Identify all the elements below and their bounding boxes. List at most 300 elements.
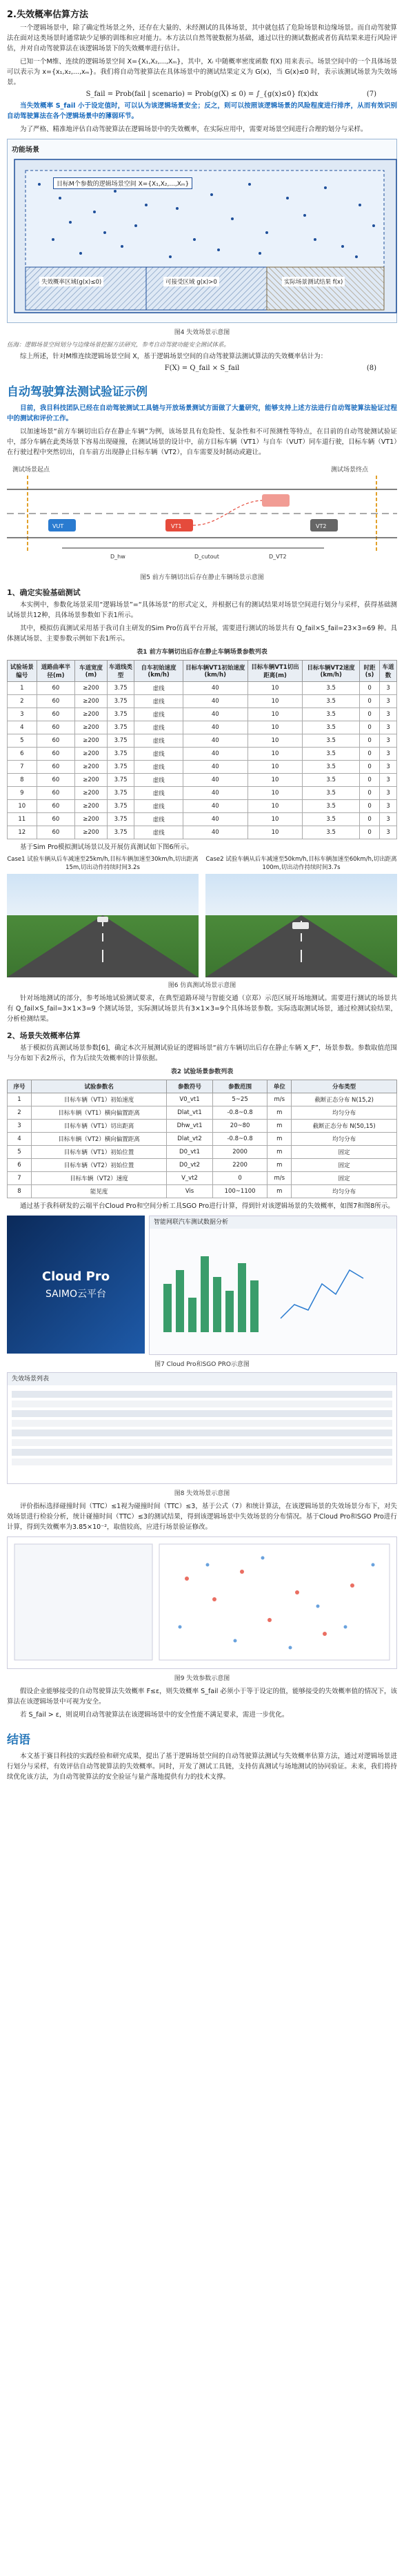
- vehicle-label-vt1: VT1: [171, 523, 182, 529]
- table-body: [8, 1093, 397, 1198]
- table-cell: 均匀分布: [292, 1185, 397, 1198]
- table-cell: ≥200: [75, 761, 108, 774]
- table-cell: 虚线: [134, 761, 183, 774]
- scenario-point: [79, 252, 82, 255]
- table-cell: ≥200: [75, 734, 108, 748]
- table-cell: 3.75: [107, 721, 134, 734]
- table-row: [8, 708, 397, 721]
- table-cell: 60: [37, 761, 75, 774]
- end-label: 测试场景终点: [331, 467, 369, 474]
- cutout-trajectory: [193, 500, 262, 525]
- scenario-point: [341, 245, 344, 248]
- scenario-point: [121, 245, 123, 248]
- scenario-point: [114, 190, 117, 193]
- region-label-actual: 实际场景测试结果 f(x): [282, 277, 345, 286]
- scenario-point: [248, 183, 251, 186]
- table-cell: 60: [37, 695, 75, 708]
- table-cell: 3: [380, 826, 397, 839]
- dashboard-bars: [150, 1229, 384, 1346]
- table-row: [8, 1093, 397, 1106]
- table-cell: 60: [37, 787, 75, 800]
- table-cell: 3: [380, 721, 397, 734]
- failure-region: [26, 267, 146, 310]
- case-1-road-image: [7, 874, 199, 977]
- table-cell: m: [267, 1185, 292, 1198]
- figure-6-caption: 图6 仿真测试场景示意图: [168, 982, 236, 989]
- table-row: [8, 682, 397, 695]
- column-header: 时距(s): [359, 661, 379, 682]
- table-cell: 3.5: [303, 774, 360, 787]
- table-cell: V0_vt1: [167, 1093, 213, 1106]
- table-cell: 3: [8, 1120, 32, 1133]
- table-cell: 12: [8, 826, 37, 839]
- table-cell: 10: [248, 826, 303, 839]
- table-cell: 3: [380, 682, 397, 695]
- table-cell: 3: [380, 761, 397, 774]
- table-cell: 40: [183, 761, 248, 774]
- paragraph: 若 S_fail > ε，则说明自动驾驶算法在该逻辑场景中的安全性能不满足要求，需进一步优化。: [20, 1711, 289, 1719]
- paragraph: 评价指标选择碰撞时间（TTC）≤1视为碰撞时间（TTC）≤3，基于公式（7）和统计算法，在该逻辑场景的失效场景分布下，对失效场景进行检验分析，统计碰撞时间（TTC）≤3的测试结果，得到该逻辑场景中失效场景的分布情况。基于Cloud Pro和SGO Pro进行计算，得到失效概率为3.85×10⁻²，取值较高，应进行场景验证修改。: [7, 1503, 397, 1531]
- table-row: [8, 774, 397, 787]
- table-cell: 60: [37, 748, 75, 761]
- table-cell: 9: [8, 787, 37, 800]
- scenario-point: [93, 211, 96, 213]
- table-cell: 40: [183, 748, 248, 761]
- table-cell: 3.75: [107, 708, 134, 721]
- subsection-title: 1、确定实验基础测试: [7, 588, 81, 597]
- column-header: 目标车辆VT1切出距离(m): [248, 661, 303, 682]
- table-cell: 10: [8, 800, 37, 813]
- table-cell: 虚线: [134, 800, 183, 813]
- scenario-point: [314, 238, 316, 241]
- case-1-label: Case1 试验车辆从后车减速至25km/h,目标车辆加速至30km/h,切出距离15m,切出动作持续时间3.2s: [7, 856, 199, 871]
- table-cell: 虚线: [134, 734, 183, 748]
- table-cell: 10: [248, 800, 303, 813]
- brand-subtitle: SAIMO云平台: [46, 1288, 106, 1300]
- table-cell: 2000: [212, 1146, 267, 1159]
- figure-8-results-table: [7, 1372, 397, 1484]
- column-header: 单位: [267, 1080, 292, 1093]
- vehicle-label-vut: VUT: [52, 523, 64, 529]
- column-header: 车道数: [380, 661, 397, 682]
- table-cell: 3: [8, 708, 37, 721]
- table-1-scenario-params: [7, 660, 397, 839]
- table-cell: ≥200: [75, 721, 108, 734]
- table-cell: 3.75: [107, 682, 134, 695]
- scenario-point: [193, 238, 196, 241]
- table-cell: 虚线: [134, 787, 183, 800]
- table-cell: 0: [359, 787, 379, 800]
- table-cell: m/s: [267, 1093, 292, 1106]
- table-cell: m: [267, 1159, 292, 1172]
- figure-7-platform: [7, 1216, 397, 1355]
- table-cell: 100~1100: [212, 1185, 267, 1198]
- table-cell: m: [267, 1106, 292, 1120]
- table-cell: 60: [37, 721, 75, 734]
- table-cell: 3.5: [303, 695, 360, 708]
- figure-9-parameters: [7, 1536, 397, 1669]
- column-header: 序号: [8, 1080, 32, 1093]
- scenario-point: [176, 207, 179, 210]
- table-cell: 3.75: [107, 787, 134, 800]
- table-cell: 0: [359, 748, 379, 761]
- column-header: 目标车辆VT2速度(km/h): [303, 661, 360, 682]
- table-cell: Vis: [167, 1185, 213, 1198]
- table-cell: D0_vt2: [167, 1159, 213, 1172]
- table-cell: 固定: [292, 1159, 397, 1172]
- table-cell: 10: [248, 682, 303, 695]
- table-cell: 8: [8, 774, 37, 787]
- table-cell: 虚线: [134, 826, 183, 839]
- figure-4-caption: 图4 失效场景示意图: [174, 329, 230, 336]
- equation-8: [7, 364, 397, 372]
- table-cell: 0: [359, 761, 379, 774]
- table-cell: Dhw_vt1: [167, 1120, 213, 1133]
- table-cell: ≥200: [75, 708, 108, 721]
- target-vehicle: [292, 922, 309, 929]
- table-cell: 目标车辆（VT1）切出距离: [32, 1120, 167, 1133]
- scenario-point: [52, 238, 54, 241]
- scenario-point: [265, 231, 268, 234]
- table-cell: 3.75: [107, 800, 134, 813]
- column-header: 车道宽度(m): [75, 661, 108, 682]
- table-cell: 7: [8, 761, 37, 774]
- table-cell: 均匀分布: [292, 1106, 397, 1120]
- table-cell: 3.75: [107, 695, 134, 708]
- table-cell: 3.75: [107, 734, 134, 748]
- table-2-caption: 表2 试验场景参数列表: [170, 1069, 234, 1075]
- paragraph: 本文基于赛目科技的实践经验和研究成果，提出了基于逻辑场景空间的自动驾驶算法测试与失效概率估算方法，通过对逻辑场景进行划分与采样，有效评估自动驾驶算法的失效概率。同时，开发了测试工具链，支持仿真测试与场地测试的协同验证。未来，我们将持续优化该方法，为自动驾驶算法的安全验证与量产落地提供有力的技术支撑。: [7, 1753, 397, 1781]
- table-header-row: [8, 661, 397, 682]
- scenario-point: [217, 248, 220, 251]
- scenario-point: [145, 204, 148, 206]
- analysis-dashboard: [149, 1216, 397, 1355]
- table-cell: 3.5: [303, 761, 360, 774]
- table-cell: 40: [183, 721, 248, 734]
- table-cell: 5~25: [212, 1093, 267, 1106]
- equation-text: F(X) = Q_fail × S_fail: [164, 364, 240, 372]
- scenario-point: [303, 214, 306, 217]
- table-cell: m/s: [267, 1172, 292, 1185]
- scenario-point: [69, 221, 72, 224]
- scenario-point: [324, 186, 327, 189]
- table-cell: 3.5: [303, 682, 360, 695]
- table-cell: 10: [248, 695, 303, 708]
- table-row: [8, 1185, 397, 1198]
- figure-8-caption: 图8 失效场景示意图: [174, 1490, 230, 1497]
- table-cell: ≥200: [75, 800, 108, 813]
- scenario-point: [169, 255, 172, 258]
- column-header: 目标车辆VT1初始速度(km/h): [183, 661, 248, 682]
- table-cell: 10: [248, 774, 303, 787]
- table-cell: 2: [8, 1106, 32, 1120]
- paragraph-highlight: 综上所述，针对M维连续逻辑场景空间 X，基于逻辑场景空间的自动驾驶算法测试算法的失效概率估计为：: [20, 353, 327, 360]
- paragraph: 已知一个M维、连续的逻辑场景空间 X={X₁,X₂,...,Xₘ}，其中，Xᵢ 中随概率密度函数 f(X) 用来表示。场景空间中的一个具体场景可以表示为 x={x₁,x₂,...,xₘ}。我们将自动驾驶算法在具体场景中的测试结果定义为 G(x)，当 G(x)≤0 时，表示该测试场景为失效场景。: [7, 58, 397, 86]
- vehicle-vt1-after-cutout: [262, 494, 290, 507]
- start-label: 测试场景起点: [12, 467, 50, 474]
- table-cell: 60: [37, 682, 75, 695]
- table-cell: 1: [8, 1093, 32, 1106]
- scenario-point: [134, 224, 137, 227]
- acceptable-region: [146, 267, 267, 310]
- table-cell: 3.75: [107, 774, 134, 787]
- table-cell: ≥200: [75, 682, 108, 695]
- table-cell: 1: [8, 682, 37, 695]
- table-cell: m: [267, 1120, 292, 1133]
- column-header: 自车初始速度(km/h): [134, 661, 183, 682]
- table-row: [8, 1159, 397, 1172]
- table-cell: 60: [37, 774, 75, 787]
- table-row: [8, 1120, 397, 1133]
- table-cell: 3: [380, 787, 397, 800]
- table-cell: 0: [359, 682, 379, 695]
- brand-name: Cloud Pro: [41, 1269, 110, 1284]
- table-cell: 10: [248, 708, 303, 721]
- paragraph: 基于Sim Pro模拟测试场景以及开展仿真测试如下图6所示。: [20, 843, 194, 851]
- table-cell: 虚线: [134, 682, 183, 695]
- dimension-label-hw: D_hw: [110, 554, 125, 560]
- paragraph: 通过基于我科研发的云端平台Cloud Pro和空间分析工具SGO Pro进行计算，得到针对该逻辑场景的失效概率，如图7和图8所示。: [20, 1202, 394, 1210]
- table-cell: 3: [380, 708, 397, 721]
- table-cell: 7: [8, 1172, 32, 1185]
- table-cell: 虚线: [134, 695, 183, 708]
- table-cell: 6: [8, 1159, 32, 1172]
- table-row: [8, 800, 397, 813]
- scenario-point: [286, 197, 289, 199]
- table-cell: 40: [183, 695, 248, 708]
- table-cell: 0: [359, 734, 379, 748]
- table-cell: 10: [248, 813, 303, 826]
- table-cell: 0: [359, 721, 379, 734]
- table-cell: 3.75: [107, 748, 134, 761]
- dimension-label-cutout: D_cutout: [194, 554, 219, 560]
- scenario-point: [59, 197, 61, 199]
- table-row: [8, 748, 397, 761]
- scenario-point: [372, 224, 375, 227]
- table-row: [8, 1133, 397, 1146]
- column-header: 试验参数名: [32, 1080, 167, 1093]
- table-cell: 40: [183, 708, 248, 721]
- table-cell: 0: [359, 826, 379, 839]
- case-2-label: Case2 试验车辆从后车减速至50km/h,目标车辆加速至60km/h,切出距离100m,切出动作持续时间3.7s: [205, 856, 397, 871]
- table-cell: 0: [212, 1172, 267, 1185]
- table-cell: 4: [8, 721, 37, 734]
- equation-text: S_fail = Prob(fail | scenario) = Prob(g(X) ≤ 0) = ∫_{g(x)≤0} f(x)dx: [85, 90, 319, 98]
- table-cell: 10: [248, 787, 303, 800]
- table-cell: 40: [183, 734, 248, 748]
- table-cell: 40: [183, 800, 248, 813]
- table-cell: 5: [8, 1146, 32, 1159]
- figure-5-cutout-scenario: [7, 462, 397, 568]
- table-cell: 3: [380, 748, 397, 761]
- table-cell: 3.5: [303, 708, 360, 721]
- table-row: [8, 721, 397, 734]
- table-cell: 10: [248, 721, 303, 734]
- table-cell: 5: [8, 734, 37, 748]
- results-table-title: 失效场景列表: [8, 1373, 396, 1385]
- table-cell: ≥200: [75, 826, 108, 839]
- table-cell: 20~80: [212, 1120, 267, 1133]
- failure-parameter-plot: [8, 1537, 396, 1667]
- table-cell: 60: [37, 800, 75, 813]
- table-cell: 3: [380, 813, 397, 826]
- table-cell: 虚线: [134, 708, 183, 721]
- table-cell: 0: [359, 774, 379, 787]
- table-cell: 虚线: [134, 774, 183, 787]
- section-title-failure-estimation: 2.失效概率估算方法: [7, 10, 88, 20]
- table-cell: 0: [359, 708, 379, 721]
- table-cell: 3: [380, 734, 397, 748]
- cutout-road-diagram: [7, 462, 397, 565]
- table-cell: 40: [183, 813, 248, 826]
- vehicle-label-vt2: VT2: [316, 523, 327, 529]
- table-body: [8, 682, 397, 839]
- table-cell: 目标车辆（VT2）速度: [32, 1172, 167, 1185]
- table-cell: 目标车辆（VT2）横向偏置距离: [32, 1133, 167, 1146]
- table-cell: ≥200: [75, 774, 108, 787]
- section-title-conclusion: 结语: [7, 1733, 30, 1747]
- region-label-failure: 失效概率区域(g(x)≤0): [39, 277, 103, 286]
- table-cell: 0: [359, 695, 379, 708]
- table-cell: 3.5: [303, 826, 360, 839]
- table-cell: 3: [380, 695, 397, 708]
- table-cell: 60: [37, 734, 75, 748]
- table-cell: 4: [8, 1133, 32, 1146]
- actual-results-region: [267, 267, 384, 310]
- paragraph: 以加速场景“前方车辆切出后存在静止车辆”为例，该场景具有危险性、复杂性和不可预测性等特点，在目前的自动驾驶测试验证中，部分车辆在此类场景下容易出现碰撞，在测试场景的设计中，前方目标车辆（VT1）与自车（VUT）同车道行驶，目标车辆（VT1）在行驶过程中突然切出，自车前方出现静止目标车辆（VT2），自车需要及时制动或避让。: [7, 428, 397, 456]
- table-cell: ≥200: [75, 813, 108, 826]
- table-cell: 10: [248, 748, 303, 761]
- region-label-acceptable: 可接受区域 g(x)>0: [163, 277, 219, 286]
- figure-9-caption: 图9 失效参数示意图: [174, 1675, 230, 1682]
- table-1-caption: 表1 前方车辆切出后存在静止车辆场景参数列表: [137, 649, 267, 656]
- table-cell: 3.75: [107, 761, 134, 774]
- column-header: 车道线类型: [107, 661, 134, 682]
- table-cell: 固定: [292, 1146, 397, 1159]
- table-cell: 能见度: [32, 1185, 167, 1198]
- target-vehicle: [97, 917, 108, 922]
- table-cell: 均匀分布: [292, 1133, 397, 1146]
- table-cell: 3.5: [303, 787, 360, 800]
- table-cell: Dlat_vt1: [167, 1106, 213, 1120]
- scenario-point: [210, 193, 213, 196]
- table-cell: ≥200: [75, 748, 108, 761]
- table-cell: 2200: [212, 1159, 267, 1172]
- subsection-title: 2、场景失效概率估算: [7, 1031, 81, 1040]
- case-2-road-image: [205, 874, 397, 977]
- table-cell: 3.5: [303, 748, 360, 761]
- table-cell: 3: [380, 800, 397, 813]
- table-cell: 固定: [292, 1172, 397, 1185]
- table-cell: 目标车辆（VT1）初始位置: [32, 1146, 167, 1159]
- table-row: [8, 695, 397, 708]
- table-cell: 截断正态分布 N(15,2): [292, 1093, 397, 1106]
- paragraph: 本实例中，参数化场景采用“逻辑场景”=“具体场景”的形式定义，并根据已有的测试结果对场景空间进行划分与采样，获得基础测试场景共12种，具体场景参数如下表1所示。: [7, 601, 397, 619]
- table-cell: 60: [37, 826, 75, 839]
- scenario-point: [259, 252, 261, 255]
- table-cell: m: [267, 1133, 292, 1146]
- paragraph: 为了严格、精准地评估自动驾驶算法在逻辑场景中的失效概率，在实际应用中，需要对场景空间进行合理的划分与采样。: [20, 126, 367, 133]
- table-row: [8, 1172, 397, 1185]
- equation-7: [7, 90, 397, 98]
- table-cell: 6: [8, 748, 37, 761]
- table-cell: 3.5: [303, 721, 360, 734]
- table-cell: 虚线: [134, 748, 183, 761]
- table-cell: 截断正态分布 N(50,15): [292, 1120, 397, 1133]
- table-cell: 3.75: [107, 813, 134, 826]
- table-row: [8, 813, 397, 826]
- equation-number: (7): [366, 90, 376, 98]
- table-cell: ≥200: [75, 695, 108, 708]
- paragraph: 假设企业能够接受的自动驾驶算法失效概率 F≤ε，则失效概率 S_fail 必须小于等于设定的值，能够接受的失效概率值的情况下，该算法在该逻辑场景中可视为安全。: [7, 1688, 397, 1706]
- scenario-point: [38, 183, 41, 186]
- table-row: [8, 826, 397, 839]
- table-cell: 40: [183, 826, 248, 839]
- paragraph: 基于模拟仿真测试场景参数[6]，确定本次开展测试验证的逻辑场景“前方车辆切出后存在静止车辆 X_F”，场景参数。参数取值范围与分布如下表2所示，作为后续失效概率的计算依据。: [7, 1044, 397, 1062]
- case-2: [205, 855, 397, 977]
- table-cell: 目标车辆（VT2）初始位置: [32, 1159, 167, 1172]
- table-cell: V_vt2: [167, 1172, 213, 1185]
- dashboard-title: 智能网联汽车测试数据分析: [150, 1216, 396, 1229]
- paragraph-highlight: 当失效概率 S_fail 小于设定值时，可以认为该逻辑场景安全；反之，则可以按照该逻辑场景的风险程度进行排序，从而有效识别自动驾驶算法在各个逻辑场景中的薄弱环节。: [7, 102, 397, 120]
- table-cell: -0.8~0.8: [212, 1106, 267, 1120]
- paragraph: 针对场地测试的部分，参考场地试验测试要求，在典型道路环境与智能交通（京郑）示范区展开场地测试。需要进行测试的场景共有 Q_fail×S_fail=3×1×3=9 个测试场景，实际测试场景共有3×1×3=9个具体场景参数。实际选取测试场景，通过检测试验结果，分析检测结果。: [7, 995, 397, 1023]
- table-cell: 10: [248, 761, 303, 774]
- table-row: [8, 761, 397, 774]
- figure-5-caption: 图5 前方车辆切出后存在静止车辆场景示意图: [140, 574, 264, 581]
- scenario-point: [231, 217, 234, 220]
- table-cell: 40: [183, 682, 248, 695]
- table-header-row: [8, 1080, 397, 1093]
- scenario-point: [355, 255, 358, 258]
- table-cell: ≥200: [75, 787, 108, 800]
- column-header: 道路曲率半径(m): [37, 661, 75, 682]
- table-cell: 3.5: [303, 734, 360, 748]
- cloud-pro-login-panel: [7, 1216, 145, 1354]
- table-2-test-params: [7, 1080, 397, 1198]
- equation-number: (8): [366, 364, 376, 372]
- table-cell: 10: [248, 734, 303, 748]
- table-cell: 40: [183, 774, 248, 787]
- table-cell: m: [267, 1146, 292, 1159]
- table-row: [8, 1146, 397, 1159]
- table-cell: 0: [359, 800, 379, 813]
- table-row: [8, 734, 397, 748]
- table-cell: 0: [359, 813, 379, 826]
- case-1: [7, 855, 199, 977]
- table-cell: 3.5: [303, 813, 360, 826]
- column-header: 试验场景编号: [8, 661, 37, 682]
- table-cell: -0.8~0.8: [212, 1133, 267, 1146]
- table-cell: 3: [380, 774, 397, 787]
- figure-7-caption: 图7 Cloud Pro和SGO PRO示意图: [154, 1361, 250, 1368]
- paragraph: 其中，模拟仿真测试采用基于我司自主研发的Sim Pro仿真平台开展，需要进行测试的场景共有 Q_fail×S_fail=23×3=69 种。具体测试场景、主要参数示例如下表1所示。: [7, 625, 397, 643]
- column-header: 参数范围: [212, 1080, 267, 1093]
- table-cell: 目标车辆（VT1）横向偏置距离: [32, 1106, 167, 1120]
- table-cell: Dlat_vt2: [167, 1133, 213, 1146]
- figure-heading: 功能场景: [12, 146, 39, 154]
- table-cell: 40: [183, 787, 248, 800]
- column-header: 分布类型: [292, 1080, 397, 1093]
- table-cell: 8: [8, 1185, 32, 1198]
- table-cell: 60: [37, 813, 75, 826]
- paragraph: 一个逻辑场景中，除了确定性场景之外，还存在大量的、未经测试的具体场景，其中就包括了危险场景和边缘场景。而自动驾驶算法在面对这类场景时通常缺少足够的训练和应对能力。本方法以自然驾驶数据为基础，通过以往的测试数据或者仿真结果来进行风险评估，并对自动驾驶算法在该逻辑场景下的失效概率进行估计。: [7, 24, 397, 52]
- column-header: 参数符号: [167, 1080, 213, 1093]
- paragraph-highlight: 目前，我目科技团队已经在自动驾驶测试工具链与开放场景测试方面做了大量研究，能够支持上述方法进行自动驾驶算法验证过程中的测试和评价工作。: [7, 404, 397, 422]
- dimension-label-vt2: D_VT2: [269, 554, 287, 560]
- table-cell: 2: [8, 695, 37, 708]
- table-cell: 60: [37, 708, 75, 721]
